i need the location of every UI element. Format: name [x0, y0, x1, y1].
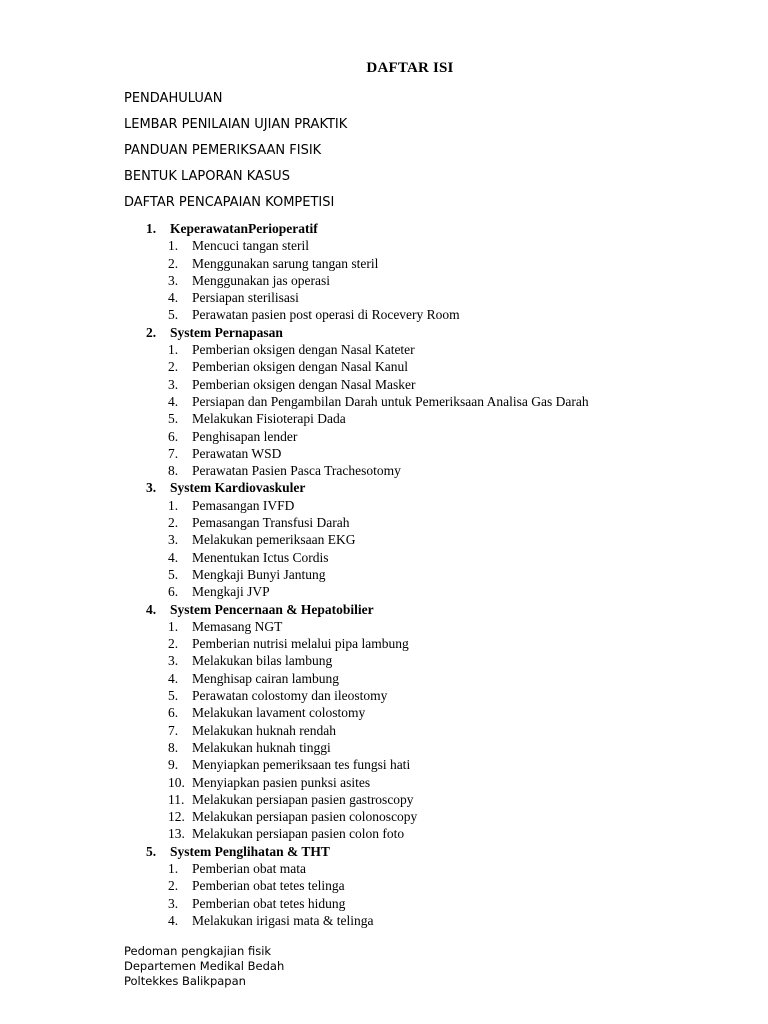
- item-number: 1.: [168, 497, 179, 513]
- item-text: Pemberian nutrisi melalui pipa lambung: [192, 636, 409, 652]
- section-title: System Penglihatan & THT: [170, 843, 330, 859]
- item-number: 4.: [168, 670, 179, 686]
- item-number: 6.: [168, 428, 179, 444]
- item-text: Melakukan persiapan pasien colonoscopy: [192, 809, 418, 825]
- list-item: [146, 514, 589, 531]
- list-item: [146, 445, 589, 462]
- item-text: Pemberian obat tetes hidung: [192, 895, 346, 911]
- item-text: Menyiapkan pemeriksaan tes fungsi hati: [192, 757, 411, 773]
- section-title: System Kardiovaskuler: [170, 480, 306, 496]
- item-number: 5.: [168, 566, 179, 582]
- item-number: 2.: [168, 636, 179, 652]
- list-item: [146, 289, 589, 306]
- front-matter-item: PANDUAN PEMERIKSAAN FISIK: [124, 143, 322, 158]
- list-item: [146, 791, 589, 808]
- list-item: [146, 808, 589, 825]
- item-number: 11.: [168, 791, 185, 807]
- item-number: 2.: [168, 255, 179, 271]
- item-text: Pemasangan Transfusi Darah: [192, 515, 350, 531]
- list-item: [146, 341, 589, 358]
- footer-line: Pedoman pengkajian fisik: [124, 944, 272, 958]
- item-number: 5.: [168, 307, 179, 323]
- list-item: [146, 895, 589, 912]
- item-number: 7.: [168, 722, 179, 738]
- list-item: [146, 670, 589, 687]
- section-heading: [146, 479, 589, 496]
- item-number: 1.: [168, 238, 179, 254]
- list-item: [146, 306, 589, 323]
- section-number: 4.: [146, 601, 157, 617]
- item-number: 9.: [168, 757, 179, 773]
- item-text: Pemberian oksigen dengan Nasal Kateter: [192, 342, 415, 358]
- list-item: [146, 860, 589, 877]
- item-number: 8.: [168, 739, 179, 755]
- item-text: Pemberian oksigen dengan Nasal Masker: [192, 376, 416, 392]
- item-text: Memasang NGT: [192, 618, 283, 634]
- item-number: 3.: [168, 532, 179, 548]
- footer-line: Departemen Medikal Bedah: [124, 959, 285, 973]
- front-matter-item: PENDAHULUAN: [124, 91, 223, 106]
- item-text: Melakukan lavament colostomy: [192, 705, 366, 721]
- section-number: 5.: [146, 843, 157, 859]
- item-number: 5.: [168, 411, 179, 427]
- section-number: 2.: [146, 324, 157, 340]
- section-heading: [146, 324, 589, 341]
- item-text: Penghisapan lender: [192, 428, 298, 444]
- item-text: Menggunakan sarung tangan steril: [192, 255, 379, 271]
- item-number: 13.: [168, 826, 185, 842]
- item-text: Persiapan dan Pengambilan Darah untuk Pemeriksaan Analisa Gas Darah: [192, 393, 589, 409]
- item-text: Melakukan pemeriksaan EKG: [192, 532, 356, 548]
- item-number: 6.: [168, 705, 179, 721]
- list-item: [146, 618, 589, 635]
- list-item: [146, 393, 589, 410]
- item-number: 4.: [168, 290, 179, 306]
- item-number: 2.: [168, 878, 179, 894]
- item-number: 2.: [168, 515, 179, 531]
- item-number: 4.: [168, 549, 179, 565]
- list-item: [146, 428, 589, 445]
- item-text: Menggunakan jas operasi: [192, 272, 330, 288]
- list-item: [146, 687, 589, 704]
- list-item: [146, 756, 589, 773]
- item-number: 8.: [168, 463, 179, 479]
- item-text: Melakukan huknah tinggi: [192, 739, 331, 755]
- list-item: [146, 583, 589, 600]
- list-item: [146, 358, 589, 375]
- list-item: [146, 774, 589, 791]
- list-item: [146, 255, 589, 272]
- list-item: [146, 376, 589, 393]
- page-footer: [124, 944, 284, 989]
- section-number: 3.: [146, 480, 157, 496]
- section-title: System Pernapasan: [170, 324, 283, 340]
- item-text: Melakukan persiapan pasien gastroscopy: [192, 791, 414, 807]
- list-item: [146, 462, 589, 479]
- item-number: 10.: [168, 774, 185, 790]
- front-matter-item: LEMBAR PENILAIAN UJIAN PRAKTIK: [124, 117, 348, 132]
- list-item: [146, 237, 589, 254]
- item-text: Menentukan Ictus Cordis: [192, 549, 329, 565]
- section-title: KeperawatanPerioperatif: [170, 221, 318, 236]
- list-item: [146, 652, 589, 669]
- list-item: [146, 704, 589, 721]
- item-text: Melakukan huknah rendah: [192, 722, 336, 738]
- front-matter-item: BENTUK LAPORAN KASUS: [124, 169, 290, 184]
- section-heading: [146, 601, 589, 618]
- item-number: 6.: [168, 584, 179, 600]
- list-item: [146, 272, 589, 289]
- item-text: Perawatan pasien post operasi di Rocevery Room: [192, 307, 460, 323]
- item-number: 4.: [168, 393, 179, 409]
- item-number: 1.: [168, 860, 179, 876]
- item-text: Melakukan irigasi mata & telinga: [192, 912, 374, 928]
- footer-line: Poltekkes Balikpapan: [124, 974, 246, 988]
- item-text: Perawatan colostomy dan ileostomy: [192, 688, 388, 704]
- list-item: [146, 549, 589, 566]
- front-matter-item: DAFTAR PENCAPAIAN KOMPETISI: [124, 195, 335, 210]
- item-number: 7.: [168, 445, 179, 461]
- list-item: [146, 566, 589, 583]
- item-text: Mengkaji JVP: [192, 584, 270, 600]
- item-number: 2.: [168, 359, 179, 375]
- table-of-contents: [146, 220, 589, 929]
- list-item: [146, 531, 589, 548]
- list-item: [146, 877, 589, 894]
- list-item: [146, 722, 589, 739]
- section-number: 1.: [146, 221, 157, 236]
- item-number: 1.: [168, 618, 179, 634]
- item-number: 3.: [168, 653, 179, 669]
- section-heading: [146, 220, 589, 237]
- item-text: Pemasangan IVFD: [192, 497, 295, 513]
- page-title: DAFTAR ISI: [366, 60, 454, 76]
- item-text: Pemberian oksigen dengan Nasal Kanul: [192, 359, 408, 375]
- list-item: [146, 410, 589, 427]
- item-text: Persiapan sterilisasi: [192, 290, 299, 306]
- item-number: 1.: [168, 342, 179, 358]
- item-number: 3.: [168, 376, 179, 392]
- item-number: 4.: [168, 912, 179, 928]
- item-text: Perawatan WSD: [192, 445, 282, 461]
- item-text: Perawatan Pasien Pasca Trachesotomy: [192, 463, 401, 479]
- item-number: 12.: [168, 809, 185, 825]
- list-item: [146, 497, 589, 514]
- item-text: Mengkaji Bunyi Jantung: [192, 566, 326, 582]
- list-item: [146, 825, 589, 842]
- list-item: [146, 635, 589, 652]
- item-text: Mencuci tangan steril: [192, 238, 309, 254]
- front-matter-list: [124, 89, 347, 219]
- item-text: Melakukan Fisioterapi Dada: [192, 411, 346, 427]
- item-text: Melakukan bilas lambung: [192, 653, 333, 669]
- section-title: System Pencernaan & Hepatobilier: [170, 601, 374, 617]
- section-heading: [146, 843, 589, 860]
- item-text: Menyiapkan pasien punksi asites: [192, 774, 371, 790]
- list-item: [146, 912, 589, 929]
- list-item: [146, 739, 589, 756]
- item-number: 3.: [168, 895, 179, 911]
- item-number: 3.: [168, 272, 179, 288]
- item-text: Menghisap cairan lambung: [192, 670, 339, 686]
- item-text: Pemberian obat tetes telinga: [192, 878, 345, 894]
- item-number: 5.: [168, 688, 179, 704]
- item-text: Pemberian obat mata: [192, 860, 306, 876]
- item-text: Melakukan persiapan pasien colon foto: [192, 826, 405, 842]
